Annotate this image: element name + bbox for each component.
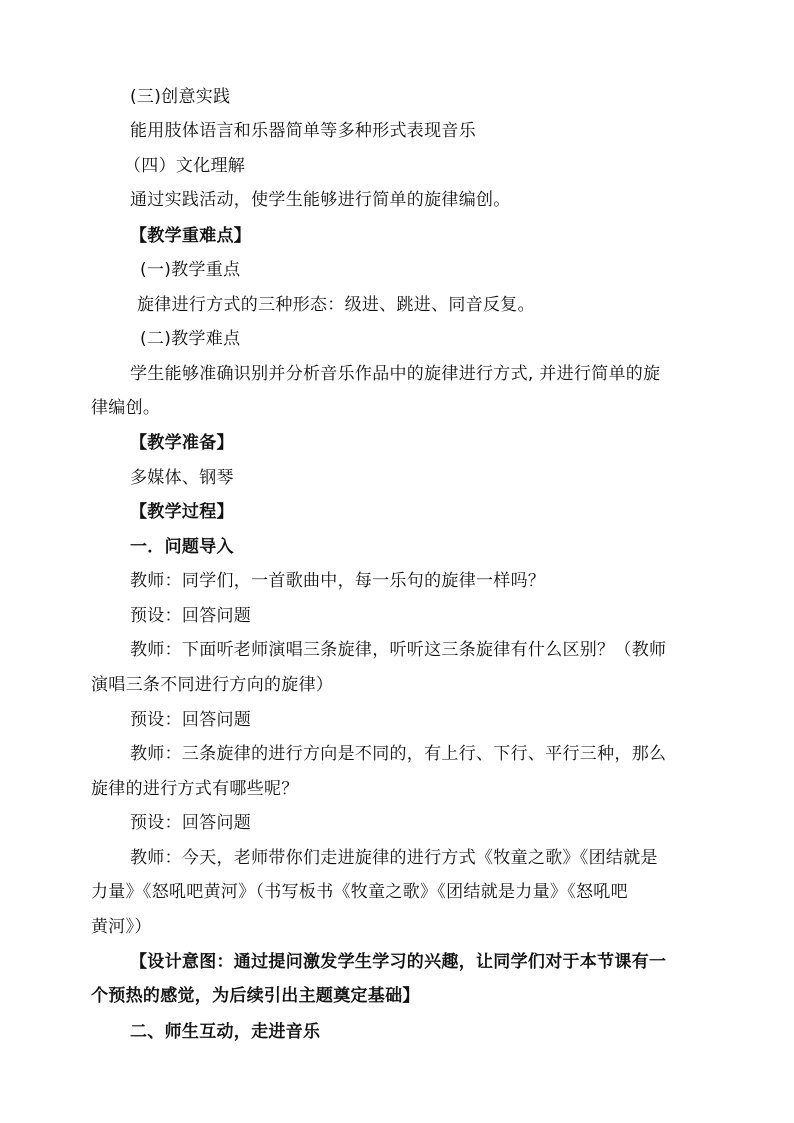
section-heading-cultural-understanding: （四）文化理解	[124, 156, 246, 176]
paragraph-line: 教师：三条旋律的进行方向是不同的，有上行、下行、平行三种，那么	[130, 744, 667, 764]
design-intent-note: 【设计意图：通过提问激发学生学习的兴趣，让同学们对于本节课有一	[130, 952, 667, 972]
paragraph-line: 预设：回答问题	[130, 813, 252, 833]
paragraph-line: 预设：回答问题	[130, 710, 252, 730]
subheading-difficult-points: (二)教学难点	[140, 329, 241, 349]
paragraph-line: 黄河》）	[91, 917, 152, 937]
paragraph-line: 力量》《怒吼吧黄河》（书写板书《牧童之歌》《团结就是力量》《怒吼吧	[91, 882, 628, 902]
paragraph-line: 预设：回答问题	[130, 606, 252, 626]
design-intent-note: 个预热的感觉，为后续引出主题奠定基础】	[91, 986, 420, 1006]
section-heading-creative-practice: (三)创意实践	[130, 87, 231, 107]
paragraph-line: 教师：同学们，一首歌曲中，每一乐句的旋律一样吗？	[130, 571, 546, 591]
heading-key-difficult-points: 【教学重难点】	[130, 226, 252, 246]
paragraph-line: 旋律的进行方式有哪些呢？	[91, 779, 299, 799]
paragraph-line: 演唱三条不同进行方向的旋律）	[91, 675, 334, 695]
paragraph-line: 多媒体、钢琴	[130, 468, 234, 488]
heading-problem-introduction: 一．问题导入	[130, 537, 234, 557]
heading-teaching-preparation: 【教学准备】	[130, 433, 234, 453]
paragraph-line: 教师：今天，老师带你们走进旋律的进行方式《牧童之歌》《团结就是	[130, 848, 658, 868]
paragraph-line: 学生能够准确识别并分析音乐作品中的旋律进行方式, 并进行简单的旋	[130, 364, 661, 384]
heading-teacher-student-interaction: 二、师生互动，走进音乐	[130, 1022, 321, 1042]
heading-teaching-process: 【教学过程】	[130, 502, 234, 522]
subheading-key-points: (一)教学重点	[140, 260, 241, 280]
paragraph-line: 通过实践活动，使学生能够进行简单的旋律编创。	[130, 190, 511, 210]
paragraph-line: 能用肢体语言和乐器简单等多种形式表现音乐	[130, 121, 476, 141]
paragraph-line: 律编创。	[91, 398, 161, 418]
paragraph-line: 教师：下面听老师演唱三条旋律，听听这三条旋律有什么区别？（教师	[130, 640, 667, 660]
paragraph-line: 旋律进行方式的三种形态：级进、跳进、同音反复。	[137, 295, 535, 315]
